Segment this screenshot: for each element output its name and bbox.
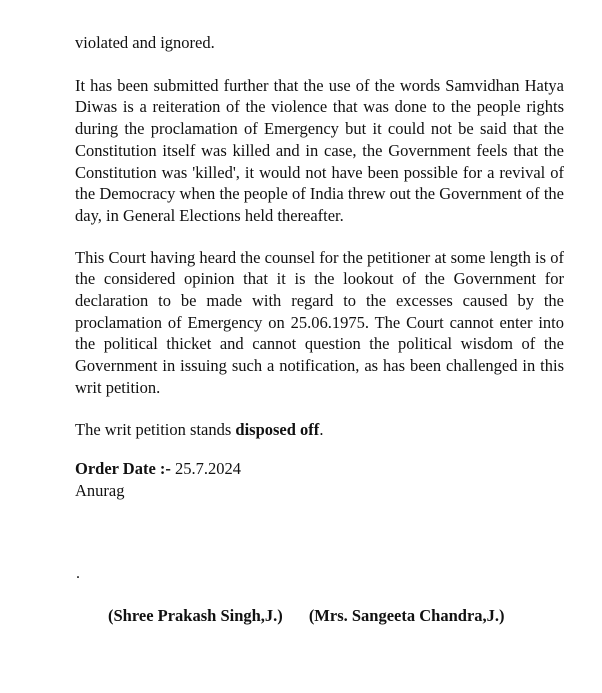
paragraph-court-opinion: This Court having heard the counsel for the petitioner at some length is of the considered opinion that it is the lookout of the Government for declaration to be made with regard to the excesses caused by the proclamation of Emergency on 25.06.1975. The Court cannot enter into the political thicket and cannot question the political wisdom of the Government in issuing such a notification, as has been challenged in this writ petition.	[75, 247, 564, 397]
disposal-text: The writ petition stands	[75, 419, 236, 439]
stray-mark: .	[76, 565, 80, 582]
paragraph-submission: It has been submitted further that the use of the words Samvidhan Hatya Diwas is a reiteration of the violence that was done to the people rights during the proclamation of Emergency but it could not be said that the Constitution itself was killed and in case, the Government feels that the Constitution was 'killed', it would not have been possible for a revival of the Democracy when the people of India threw out the Government of the day, in General Elections held thereafter.	[75, 75, 564, 225]
order-author: Anurag	[75, 481, 125, 501]
order-date-value: 25.7.2024	[170, 459, 242, 479]
signature-judge-2: (Mrs. Sangeeta Chandra,J.)	[308, 606, 505, 625]
paragraph-continuation: violated and ignored.	[75, 33, 215, 52]
order-block	[75, 458, 564, 502]
order-date-line	[75, 458, 564, 480]
signature-line	[108, 606, 505, 626]
order-date-label: Order Date :-	[75, 459, 171, 479]
disposal-emphasis: disposed off	[235, 419, 320, 439]
paragraph-disposal	[75, 419, 564, 441]
signature-judge-1: (Shree Prakash Singh,J.)	[108, 606, 283, 625]
disposal-suffix: .	[319, 419, 324, 439]
